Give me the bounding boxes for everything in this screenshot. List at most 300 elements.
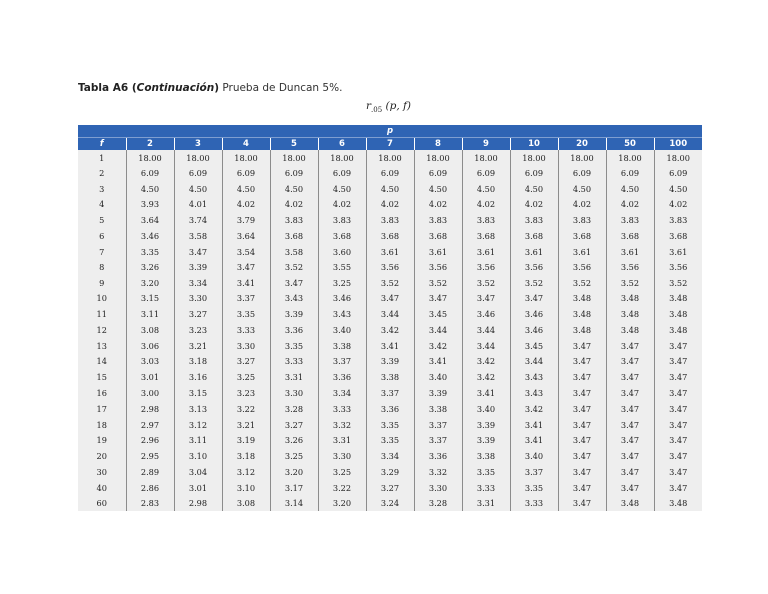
table-row — [78, 227, 702, 244]
table-cell: 4.02 — [462, 196, 510, 211]
table-cell: 3.46 — [462, 306, 510, 323]
table-cell: 3.47 — [558, 338, 606, 353]
table-row — [78, 463, 702, 480]
table-cell: 3.32 — [318, 417, 366, 432]
table-cell: 3.29 — [366, 463, 414, 480]
table-cell: 3.37 — [414, 417, 462, 432]
column-header: 8 — [414, 138, 462, 151]
table-cell: 3.52 — [606, 275, 654, 290]
table-cell: 6.09 — [126, 165, 174, 180]
table-row — [78, 165, 702, 180]
table-cell: 3.37 — [366, 385, 414, 402]
table-cell: 3.30 — [414, 480, 462, 495]
table-cell: 3.33 — [222, 323, 270, 338]
table-row — [78, 260, 702, 275]
table-cell: 3.25 — [318, 463, 366, 480]
table-cell: 3.41 — [222, 275, 270, 290]
column-header: 50 — [606, 138, 654, 151]
table-cell: 18.00 — [414, 150, 462, 165]
table-cell: 3.47 — [654, 463, 702, 480]
table-cell: 3.40 — [318, 323, 366, 338]
table-row — [78, 244, 702, 259]
table-cell: 3.33 — [270, 354, 318, 369]
table-cell: 4.50 — [414, 181, 462, 196]
table-cell: 3.47 — [174, 244, 222, 259]
table-cell: 3.36 — [366, 401, 414, 416]
row-header-f: f — [78, 138, 126, 151]
table-row — [78, 369, 702, 384]
table-cell: 3.19 — [222, 432, 270, 447]
table-cell: 3.42 — [510, 401, 558, 416]
table-cell: 3.39 — [462, 432, 510, 447]
table-cell: 3.35 — [126, 244, 174, 259]
table-cell: 3.68 — [366, 227, 414, 244]
table-cell: 3.47 — [606, 432, 654, 447]
column-header: 2 — [126, 138, 174, 151]
table-cell: 3.47 — [558, 480, 606, 495]
table-cell: 6.09 — [654, 165, 702, 180]
table-cell: 3.68 — [606, 227, 654, 244]
table-cell: 4.50 — [318, 181, 366, 196]
table-cell: 3.28 — [270, 401, 318, 416]
table-cell: 6.09 — [462, 165, 510, 180]
table-cell: 3.42 — [462, 369, 510, 384]
table-cell: 3.47 — [606, 417, 654, 432]
table-cell: 4.50 — [462, 181, 510, 196]
table-cell: 3.41 — [366, 338, 414, 353]
table-cell: 3.61 — [654, 244, 702, 259]
table-row — [78, 354, 702, 369]
formula-label — [366, 100, 411, 114]
table-cell: 3.40 — [414, 369, 462, 384]
row-label-f: 40 — [78, 480, 126, 495]
table-cell: 3.08 — [126, 323, 174, 338]
table-cell: 3.27 — [270, 417, 318, 432]
table-cell: 3.48 — [558, 291, 606, 306]
table-row — [78, 385, 702, 402]
table-cell: 3.44 — [510, 354, 558, 369]
table-cell: 3.27 — [174, 306, 222, 323]
table-cell: 6.09 — [222, 165, 270, 180]
table-cell: 4.01 — [174, 196, 222, 211]
table-cell: 3.48 — [654, 323, 702, 338]
table-cell: 3.42 — [366, 323, 414, 338]
table-cell: 3.24 — [366, 495, 414, 511]
table-cell: 18.00 — [558, 150, 606, 165]
table-cell: 3.30 — [270, 385, 318, 402]
table-cell: 3.56 — [414, 260, 462, 275]
duncan-table — [78, 125, 702, 511]
table-cell: 4.50 — [126, 181, 174, 196]
table-cell: 3.83 — [462, 212, 510, 227]
table-cell: 3.04 — [174, 463, 222, 480]
table-cell: 3.32 — [414, 463, 462, 480]
table-cell: 3.47 — [606, 338, 654, 353]
table-cell: 3.68 — [462, 227, 510, 244]
row-label-f: 7 — [78, 244, 126, 259]
table-cell: 3.10 — [222, 480, 270, 495]
table-cell: 3.83 — [414, 212, 462, 227]
row-label-f: 15 — [78, 369, 126, 384]
table-cell: 3.18 — [174, 354, 222, 369]
table-row — [78, 212, 702, 227]
table-cell: 3.48 — [558, 306, 606, 323]
table-cell: 3.47 — [606, 463, 654, 480]
table-cell: 3.44 — [414, 323, 462, 338]
table-cell: 3.41 — [414, 354, 462, 369]
table-cell: 3.39 — [366, 354, 414, 369]
table-row — [78, 495, 702, 511]
table-cell: 3.68 — [510, 227, 558, 244]
row-label-f: 20 — [78, 448, 126, 463]
table-cell: 3.15 — [126, 291, 174, 306]
table-cell: 3.23 — [222, 385, 270, 402]
table-cell: 3.56 — [366, 260, 414, 275]
table-cell: 3.39 — [174, 260, 222, 275]
table-cell: 3.38 — [414, 401, 462, 416]
table-cell: 3.93 — [126, 196, 174, 211]
table-cell: 3.16 — [174, 369, 222, 384]
table-cell: 3.35 — [366, 432, 414, 447]
table-cell: 4.02 — [222, 196, 270, 211]
table-cell: 18.00 — [270, 150, 318, 165]
table-cell: 3.11 — [126, 306, 174, 323]
column-header: 6 — [318, 138, 366, 151]
table-cell: 3.79 — [222, 212, 270, 227]
table-cell: 3.12 — [222, 463, 270, 480]
table-cell: 4.02 — [270, 196, 318, 211]
table-cell: 3.54 — [222, 244, 270, 259]
table-cell: 3.68 — [318, 227, 366, 244]
table-cell: 3.11 — [174, 432, 222, 447]
table-cell: 3.28 — [414, 495, 462, 511]
table-cell: 3.30 — [222, 338, 270, 353]
table-cell: 3.36 — [270, 323, 318, 338]
table-caption — [78, 82, 342, 94]
table-cell: 4.02 — [318, 196, 366, 211]
column-header: 3 — [174, 138, 222, 151]
column-header: 9 — [462, 138, 510, 151]
table-cell: 3.47 — [606, 480, 654, 495]
column-header-row — [78, 138, 702, 151]
table-cell: 3.83 — [606, 212, 654, 227]
table-cell: 3.47 — [654, 354, 702, 369]
table-cell: 3.21 — [174, 338, 222, 353]
table-cell: 3.47 — [414, 291, 462, 306]
row-label-f: 12 — [78, 323, 126, 338]
table-cell: 3.44 — [366, 306, 414, 323]
table-cell: 3.41 — [510, 432, 558, 447]
table-row — [78, 448, 702, 463]
table-cell: 3.48 — [606, 323, 654, 338]
table-cell: 3.56 — [558, 260, 606, 275]
column-header: 4 — [222, 138, 270, 151]
table-cell: 3.47 — [606, 448, 654, 463]
table-cell: 3.37 — [318, 354, 366, 369]
table-cell: 3.56 — [606, 260, 654, 275]
table-cell: 3.40 — [510, 448, 558, 463]
table-row — [78, 150, 702, 165]
table-cell: 3.61 — [558, 244, 606, 259]
table-cell: 3.37 — [222, 291, 270, 306]
table-cell: 6.09 — [414, 165, 462, 180]
caption-continuation: Continuación — [136, 82, 215, 94]
table-cell: 3.56 — [462, 260, 510, 275]
table-cell: 3.68 — [414, 227, 462, 244]
caption-label: Tabla A6 ( — [78, 82, 137, 94]
row-label-f: 8 — [78, 260, 126, 275]
table-cell: 18.00 — [126, 150, 174, 165]
table-cell: 2.95 — [126, 448, 174, 463]
table-cell: 3.37 — [414, 432, 462, 447]
table-cell: 3.10 — [174, 448, 222, 463]
table-cell: 18.00 — [606, 150, 654, 165]
table-cell: 3.47 — [654, 401, 702, 416]
table-cell: 3.47 — [606, 401, 654, 416]
table-cell: 4.50 — [558, 181, 606, 196]
table-cell: 3.35 — [366, 417, 414, 432]
table-cell: 18.00 — [174, 150, 222, 165]
table-cell: 3.20 — [318, 495, 366, 511]
table-cell: 3.33 — [510, 495, 558, 511]
table-cell: 3.36 — [414, 448, 462, 463]
table-cell: 3.47 — [558, 432, 606, 447]
table-cell: 3.45 — [414, 306, 462, 323]
column-header: 20 — [558, 138, 606, 151]
table-cell: 3.38 — [462, 448, 510, 463]
table-cell: 3.47 — [462, 291, 510, 306]
table-cell: 3.26 — [270, 432, 318, 447]
table-cell: 3.44 — [462, 323, 510, 338]
table-cell: 3.83 — [366, 212, 414, 227]
formula-subscript: .05 — [371, 106, 383, 115]
table-cell: 3.20 — [126, 275, 174, 290]
table-row — [78, 275, 702, 290]
table-cell: 3.35 — [510, 480, 558, 495]
table-cell: 3.83 — [654, 212, 702, 227]
table-cell: 3.48 — [606, 495, 654, 511]
table-cell: 3.36 — [318, 369, 366, 384]
table-cell: 3.39 — [462, 417, 510, 432]
table-cell: 3.46 — [318, 291, 366, 306]
caption-subtitle: Prueba de Duncan 5%. — [219, 82, 343, 94]
table-body — [78, 150, 702, 511]
table-cell: 3.83 — [510, 212, 558, 227]
table-cell: 3.39 — [270, 306, 318, 323]
group-header-p: p — [78, 125, 702, 138]
row-label-f: 10 — [78, 291, 126, 306]
table-cell: 3.35 — [462, 463, 510, 480]
table-cell: 4.02 — [414, 196, 462, 211]
table-cell: 4.50 — [654, 181, 702, 196]
table-cell: 3.52 — [414, 275, 462, 290]
table-cell: 3.21 — [222, 417, 270, 432]
row-label-f: 30 — [78, 463, 126, 480]
table-cell: 3.30 — [318, 448, 366, 463]
table-cell: 3.47 — [558, 495, 606, 511]
table-cell: 3.47 — [558, 354, 606, 369]
column-header: 7 — [366, 138, 414, 151]
table-cell: 3.52 — [510, 275, 558, 290]
table-cell: 3.17 — [270, 480, 318, 495]
table-row — [78, 291, 702, 306]
table-cell: 3.41 — [462, 385, 510, 402]
table-row — [78, 323, 702, 338]
table-cell: 3.64 — [222, 227, 270, 244]
table-cell: 3.26 — [126, 260, 174, 275]
table-cell: 3.83 — [270, 212, 318, 227]
table-cell: 18.00 — [510, 150, 558, 165]
table-cell: 3.33 — [462, 480, 510, 495]
table-row — [78, 196, 702, 211]
table-cell: 3.14 — [270, 495, 318, 511]
table-cell: 2.86 — [126, 480, 174, 495]
table-cell: 6.09 — [174, 165, 222, 180]
row-label-f: 11 — [78, 306, 126, 323]
row-label-f: 14 — [78, 354, 126, 369]
formula-r: r — [366, 100, 372, 112]
table-cell: 3.35 — [222, 306, 270, 323]
table-cell: 4.50 — [174, 181, 222, 196]
table-cell: 4.02 — [558, 196, 606, 211]
column-header: 100 — [654, 138, 702, 151]
table-cell: 3.34 — [366, 448, 414, 463]
table-cell: 3.83 — [558, 212, 606, 227]
table-cell: 18.00 — [654, 150, 702, 165]
table-cell: 3.47 — [558, 448, 606, 463]
table-cell: 3.74 — [174, 212, 222, 227]
table-cell: 3.55 — [318, 260, 366, 275]
table-cell: 3.58 — [174, 227, 222, 244]
table-cell: 18.00 — [318, 150, 366, 165]
table-cell: 3.43 — [510, 369, 558, 384]
table-cell: 3.31 — [318, 432, 366, 447]
formula-args: (p, f) — [385, 100, 411, 112]
table-cell: 3.34 — [174, 275, 222, 290]
table-cell: 3.46 — [510, 306, 558, 323]
table-row — [78, 306, 702, 323]
table-cell: 3.08 — [222, 495, 270, 511]
table-cell: 3.47 — [654, 338, 702, 353]
table-cell: 3.42 — [462, 354, 510, 369]
table-cell: 3.03 — [126, 354, 174, 369]
row-label-f: 5 — [78, 212, 126, 227]
table-cell: 3.25 — [222, 369, 270, 384]
table-cell: 3.46 — [126, 227, 174, 244]
table-cell: 6.09 — [318, 165, 366, 180]
table-cell: 4.50 — [366, 181, 414, 196]
row-label-f: 2 — [78, 165, 126, 180]
table-cell: 3.12 — [174, 417, 222, 432]
table-cell: 3.01 — [126, 369, 174, 384]
table-cell: 3.47 — [558, 385, 606, 402]
row-label-f: 16 — [78, 385, 126, 402]
table-cell: 3.43 — [318, 306, 366, 323]
table-cell: 3.52 — [558, 275, 606, 290]
table-cell: 3.48 — [558, 323, 606, 338]
table-cell: 3.61 — [462, 244, 510, 259]
table-cell: 2.97 — [126, 417, 174, 432]
row-label-f: 4 — [78, 196, 126, 211]
table-row — [78, 338, 702, 353]
table-cell: 3.22 — [318, 480, 366, 495]
table-cell: 3.33 — [318, 401, 366, 416]
table-cell: 3.48 — [654, 291, 702, 306]
table-cell: 3.61 — [510, 244, 558, 259]
table-cell: 3.35 — [270, 338, 318, 353]
table-cell: 3.47 — [558, 369, 606, 384]
table-cell: 3.52 — [654, 275, 702, 290]
table-cell: 4.50 — [606, 181, 654, 196]
table-cell: 4.50 — [222, 181, 270, 196]
table-cell: 3.34 — [318, 385, 366, 402]
table-row — [78, 401, 702, 416]
table-cell: 2.98 — [126, 401, 174, 416]
table-cell: 3.47 — [654, 369, 702, 384]
table-cell: 3.61 — [414, 244, 462, 259]
row-label-f: 18 — [78, 417, 126, 432]
table-cell: 3.47 — [510, 291, 558, 306]
table-cell: 3.47 — [654, 448, 702, 463]
table-cell: 3.47 — [654, 385, 702, 402]
table-cell: 3.47 — [558, 417, 606, 432]
row-label-f: 19 — [78, 432, 126, 447]
table-cell: 4.50 — [510, 181, 558, 196]
table-cell: 3.47 — [270, 275, 318, 290]
table-cell: 4.02 — [606, 196, 654, 211]
table-cell: 3.25 — [318, 275, 366, 290]
table-cell: 3.47 — [558, 401, 606, 416]
table-cell: 3.48 — [654, 306, 702, 323]
table-row — [78, 417, 702, 432]
table-cell: 3.47 — [654, 417, 702, 432]
table-cell: 3.40 — [462, 401, 510, 416]
table-cell: 3.52 — [366, 275, 414, 290]
table-row — [78, 480, 702, 495]
table-cell: 6.09 — [606, 165, 654, 180]
table-cell: 3.15 — [174, 385, 222, 402]
row-label-f: 60 — [78, 495, 126, 511]
table-row — [78, 432, 702, 447]
table-cell: 3.60 — [318, 244, 366, 259]
table-cell: 3.48 — [606, 291, 654, 306]
table-cell: 4.02 — [366, 196, 414, 211]
table-cell: 3.58 — [270, 244, 318, 259]
row-label-f: 3 — [78, 181, 126, 196]
table-cell: 3.47 — [222, 260, 270, 275]
table-cell: 3.68 — [558, 227, 606, 244]
table-cell: 3.43 — [510, 385, 558, 402]
table-cell: 3.00 — [126, 385, 174, 402]
table-cell: 2.89 — [126, 463, 174, 480]
table-cell: 3.47 — [558, 463, 606, 480]
table-cell: 3.83 — [318, 212, 366, 227]
table-cell: 4.02 — [510, 196, 558, 211]
table-cell: 3.68 — [270, 227, 318, 244]
table-cell: 3.56 — [510, 260, 558, 275]
table-cell: 3.42 — [414, 338, 462, 353]
table-cell: 3.31 — [270, 369, 318, 384]
table-cell: 3.64 — [126, 212, 174, 227]
table-cell: 3.47 — [654, 480, 702, 495]
table-cell: 6.09 — [366, 165, 414, 180]
table-cell: 3.39 — [414, 385, 462, 402]
table-cell: 18.00 — [222, 150, 270, 165]
table-cell: 2.98 — [174, 495, 222, 511]
table-cell: 3.20 — [270, 463, 318, 480]
row-label-f: 6 — [78, 227, 126, 244]
table-cell: 6.09 — [558, 165, 606, 180]
